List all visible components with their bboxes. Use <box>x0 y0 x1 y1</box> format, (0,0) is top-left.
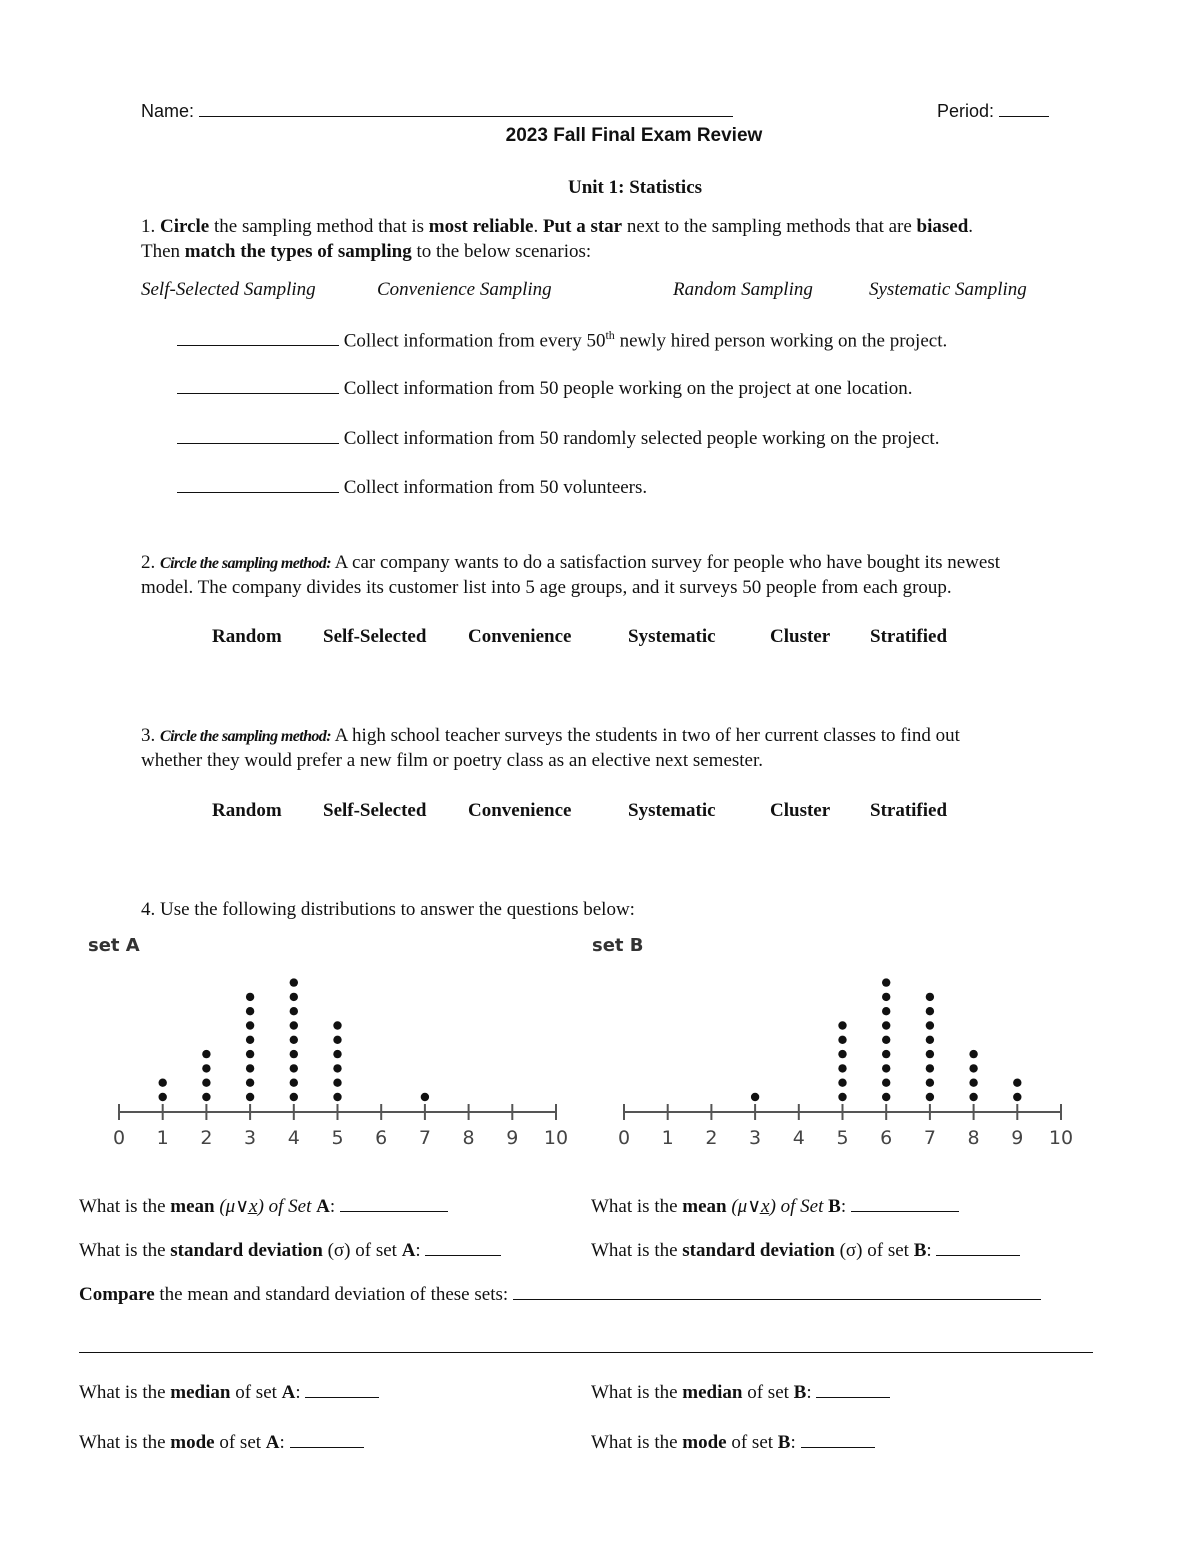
set-a-tick-label-8: 8 <box>462 1127 475 1149</box>
q2-text1: A car company wants to do a satisfaction survey for people who have bought its newest <box>330 552 1000 573</box>
mode-b-set: B <box>777 1432 791 1453</box>
q1-text1: the sampling method that is <box>209 216 429 237</box>
mode-b-question <box>591 1431 875 1454</box>
q3-line2: whether they would prefer a new film or poetry class as an elective next semester. <box>141 750 764 771</box>
scenario-3-text: Collect information from 50 randomly selected people working on the project. <box>343 428 940 449</box>
set-b-dot-x5-5 <box>838 1036 846 1044</box>
set-b-tick-label-10: 10 <box>1048 1127 1074 1149</box>
mode-a-set: A <box>265 1432 280 1453</box>
name-blank[interactable] <box>199 102 733 117</box>
compare-blank-1[interactable] <box>513 1283 1041 1300</box>
scenario-1-sup: th <box>605 328 615 342</box>
mode-b-of: of set <box>726 1432 778 1453</box>
name-field <box>141 101 733 122</box>
sd-a-pre: What is the <box>79 1240 171 1261</box>
mode-a-word: mode <box>170 1432 215 1453</box>
q3-line1 <box>141 725 960 747</box>
q3-choice-convenience[interactable]: Convenience <box>468 800 572 821</box>
set-a-tick-label-0: 0 <box>112 1127 126 1149</box>
median-b-colon: : <box>806 1382 812 1403</box>
compare-blank-2[interactable] <box>79 1352 1093 1353</box>
set-b-dot-x7-4 <box>926 1050 934 1058</box>
set-b-dot-x6-4 <box>882 1050 890 1058</box>
median-a-blank[interactable] <box>305 1381 379 1398</box>
sd-b-colon: : <box>926 1240 932 1261</box>
set-b-dot-x6-7 <box>882 1007 890 1015</box>
set-b-dot-x7-8 <box>926 993 934 1001</box>
scenario-1-text-end: newly hired person working on the project. <box>614 330 948 352</box>
set-a-dot-x2-4 <box>202 1050 210 1058</box>
set-b-tick-label-6: 6 <box>880 1127 893 1149</box>
q1-most-reliable: most reliable <box>428 216 534 237</box>
set-a-dot-x1-2 <box>159 1079 167 1087</box>
set-b-dot-x8-2 <box>969 1079 977 1087</box>
set-b-tick-label-0: 0 <box>617 1127 631 1149</box>
mode-a-of: of set <box>214 1432 266 1453</box>
set-a-tick-label-2: 2 <box>200 1127 213 1149</box>
q3-choice-systematic[interactable]: Systematic <box>628 800 716 821</box>
median-b-set: B <box>793 1382 807 1403</box>
sd-b-pre: What is the <box>591 1240 683 1261</box>
set-b-dot-x6-2 <box>882 1079 890 1087</box>
set-a-dot-x2-1 <box>202 1093 210 1101</box>
scenario-2 <box>177 377 913 400</box>
compare-word: Compare <box>79 1284 155 1305</box>
mean-a-word: mean <box>170 1196 215 1217</box>
method-convenience: Convenience Sampling <box>377 279 552 300</box>
scenario-4-text: Collect information from 50 volunteers. <box>343 477 648 498</box>
mode-b-word: mode <box>682 1432 727 1453</box>
q2-choice-stratified[interactable]: Stratified <box>870 626 948 647</box>
median-b-blank[interactable] <box>816 1381 890 1398</box>
median-b-question <box>591 1381 890 1404</box>
set-b-dot-x6-1 <box>882 1093 890 1101</box>
set-a-dot-x4-7 <box>290 1007 298 1015</box>
mode-b-blank[interactable] <box>801 1431 875 1448</box>
q1-then: Then <box>141 241 185 262</box>
set-a-dot-x3-1 <box>246 1093 254 1101</box>
mode-a-colon: : <box>279 1432 285 1453</box>
set-b-dot-x5-4 <box>838 1050 846 1058</box>
sd-b-question <box>591 1239 1020 1262</box>
q2-choice-self-selected[interactable]: Self-Selected <box>323 626 427 647</box>
set-a-dot-x4-5 <box>290 1036 298 1044</box>
set-a-dot-x5-5 <box>333 1036 341 1044</box>
mean-b-set: B <box>828 1196 841 1217</box>
scenario-2-text: Collect information from 50 people working on the project at one location. <box>343 378 913 399</box>
sd-a-sym: (σ) of set <box>322 1240 402 1261</box>
method-random: Random Sampling <box>673 279 813 300</box>
mean-a-sym: (μ∨x̲) of Set <box>214 1196 317 1217</box>
median-a-word: median <box>170 1382 231 1403</box>
q1-put-star: Put a star <box>542 216 623 237</box>
median-a-pre: What is the <box>79 1382 171 1403</box>
set-b-dot-x6-8 <box>882 993 890 1001</box>
set-b-dot-x7-3 <box>926 1064 934 1072</box>
set-a-dot-x5-6 <box>333 1021 341 1029</box>
sd-a-blank[interactable] <box>425 1239 501 1256</box>
set-b-dot-x6-3 <box>882 1064 890 1072</box>
set-a-dot-x5-4 <box>333 1050 341 1058</box>
mode-b-pre: What is the <box>591 1432 683 1453</box>
q3-number: 3. <box>141 725 160 746</box>
q1-line2 <box>141 241 591 263</box>
median-a-colon: : <box>295 1382 301 1403</box>
set-a-dot-x4-2 <box>290 1079 298 1087</box>
mean-a-pre: What is the <box>79 1196 171 1217</box>
q3-choice-random[interactable]: Random <box>212 800 282 821</box>
set-b-dot-x6-9 <box>882 978 890 986</box>
set-b-dot-x5-6 <box>838 1021 846 1029</box>
sd-b-blank[interactable] <box>936 1239 1020 1256</box>
q3-choice-cluster[interactable]: Cluster <box>770 800 831 821</box>
mean-b-sym: (μ∨x̲) of Set <box>726 1196 829 1217</box>
set-a-tick-label-3: 3 <box>244 1127 257 1149</box>
scenario-3-blank[interactable] <box>177 427 339 444</box>
q2-number: 2. <box>141 552 160 573</box>
set-a-dot-x4-9 <box>290 978 298 986</box>
period-label: Period: <box>937 101 995 121</box>
period-blank[interactable] <box>999 102 1049 117</box>
median-b-pre: What is the <box>591 1382 683 1403</box>
page-title: 2023 Fall Final Exam Review <box>505 125 763 146</box>
median-b-of: of set <box>742 1382 794 1403</box>
compare-question <box>79 1283 1041 1306</box>
median-a-of: of set <box>230 1382 282 1403</box>
q1-biased: biased <box>916 216 969 237</box>
set-b-dot-x7-7 <box>926 1007 934 1015</box>
set-b-tick-label-9: 9 <box>1011 1127 1024 1149</box>
set-b-dot-x3-1 <box>751 1093 759 1101</box>
set-b-tick-label-1: 1 <box>661 1127 674 1149</box>
set-b-tick-label-8: 8 <box>967 1127 980 1149</box>
q3-choice-stratified[interactable]: Stratified <box>870 800 948 821</box>
set-a-dot-x5-3 <box>333 1064 341 1072</box>
set-a-dot-x1-1 <box>159 1093 167 1101</box>
q2-prompt: Circle the sampling method: <box>160 555 331 572</box>
compare-text: the mean and standard deviation of these sets: <box>154 1284 509 1305</box>
set-b-dot-x9-1 <box>1013 1093 1021 1101</box>
set-a-dot-x3-4 <box>246 1050 254 1058</box>
mean-b-word: mean <box>682 1196 727 1217</box>
set-b-tick-label-3: 3 <box>749 1127 762 1149</box>
set-a-tick-label-9: 9 <box>506 1127 519 1149</box>
q1-text4: . <box>968 216 974 237</box>
set-a-dot-x4-6 <box>290 1021 298 1029</box>
method-systematic: Systematic Sampling <box>869 279 1027 300</box>
dot-plot-set-b <box>605 970 1085 1160</box>
mean-a-colon: : <box>329 1196 336 1217</box>
sd-a-question <box>79 1239 501 1262</box>
set-b-dot-x6-5 <box>882 1036 890 1044</box>
q3-prompt: Circle the sampling method: <box>160 728 331 745</box>
scenario-2-blank[interactable] <box>177 377 339 394</box>
median-a-question <box>79 1381 379 1404</box>
set-a-dot-x3-6 <box>246 1021 254 1029</box>
mean-b-blank[interactable] <box>851 1195 959 1212</box>
set-a-dot-x7-1 <box>421 1093 429 1101</box>
mode-a-blank[interactable] <box>290 1431 364 1448</box>
scenario-3 <box>177 427 939 450</box>
set-b-tick-label-7: 7 <box>923 1127 936 1149</box>
sd-b-sym: (σ) of set <box>834 1240 914 1261</box>
set-a-dot-x3-7 <box>246 1007 254 1015</box>
set-a-dot-x4-8 <box>290 993 298 1001</box>
set-a-tick-label-7: 7 <box>418 1127 431 1149</box>
set-a-dot-x2-3 <box>202 1064 210 1072</box>
set-a-dot-x3-2 <box>246 1079 254 1087</box>
scenario-1-blank[interactable] <box>177 329 339 346</box>
set-a-label: set A <box>88 935 140 956</box>
set-b-dot-x9-2 <box>1013 1079 1021 1087</box>
set-a-dot-x3-8 <box>246 993 254 1001</box>
mean-b-question <box>591 1195 959 1218</box>
q1-line1 <box>141 216 973 238</box>
median-b-word: median <box>682 1382 743 1403</box>
set-b-dot-x5-2 <box>838 1079 846 1087</box>
set-b-dot-x7-5 <box>926 1036 934 1044</box>
q2-choice-cluster[interactable]: Cluster <box>770 626 831 647</box>
q1-number: 1. <box>141 216 156 237</box>
q1-match: match the types of sampling <box>184 241 412 262</box>
set-a-tick-label-5: 5 <box>331 1127 344 1149</box>
set-a-dot-x4-3 <box>290 1064 298 1072</box>
sd-b-word: standard deviation <box>682 1240 835 1261</box>
name-label: Name: <box>141 101 195 121</box>
set-b-tick-label-4: 4 <box>792 1127 805 1149</box>
set-b-dot-x8-4 <box>969 1050 977 1058</box>
q1-text3: next to the sampling methods that are <box>622 216 917 237</box>
set-b-label: set B <box>592 935 644 956</box>
set-a-tick-label-10: 10 <box>543 1127 569 1149</box>
dot-plot-set-a <box>100 970 580 1160</box>
set-b-dot-x7-2 <box>926 1079 934 1087</box>
mean-a-set: A <box>316 1196 330 1217</box>
q2-line2: model. The company divides its customer list into 5 age groups, and it surveys 50 people from each group. <box>141 577 952 598</box>
set-b-tick-label-5: 5 <box>836 1127 849 1149</box>
q2-line1 <box>141 552 1000 574</box>
mode-a-pre: What is the <box>79 1432 171 1453</box>
q1-text2: . <box>533 216 543 237</box>
q2-choice-systematic[interactable]: Systematic <box>628 626 716 647</box>
set-a-dot-x4-4 <box>290 1050 298 1058</box>
q4-intro: 4. Use the following distributions to answer the questions below: <box>141 899 635 920</box>
set-b-dot-x8-3 <box>969 1064 977 1072</box>
q3-choice-self-selected[interactable]: Self-Selected <box>323 800 427 821</box>
set-a-dot-x5-1 <box>333 1093 341 1101</box>
mean-b-pre: What is the <box>591 1196 683 1217</box>
sd-a-colon: : <box>415 1240 421 1261</box>
mean-b-colon: : <box>840 1196 847 1217</box>
set-a-dot-x3-5 <box>246 1036 254 1044</box>
set-a-dot-x2-2 <box>202 1079 210 1087</box>
mode-b-colon: : <box>790 1432 796 1453</box>
scenario-4 <box>177 476 647 499</box>
sd-b-set: B <box>913 1240 927 1261</box>
set-b-dot-x6-6 <box>882 1021 890 1029</box>
set-a-tick-label-4: 4 <box>287 1127 300 1149</box>
scenario-4-blank[interactable] <box>177 476 339 493</box>
set-b-dot-x8-1 <box>969 1093 977 1101</box>
q1-circle: Circle <box>160 216 210 237</box>
q2-choice-convenience[interactable]: Convenience <box>468 626 572 647</box>
mean-a-blank[interactable] <box>340 1195 448 1212</box>
q3-text1: A high school teacher surveys the students in two of her current classes to find out <box>330 725 960 746</box>
set-b-dot-x7-1 <box>926 1093 934 1101</box>
method-self-selected: Self-Selected Sampling <box>141 279 316 300</box>
period-field <box>937 101 1049 122</box>
set-a-dot-x5-2 <box>333 1079 341 1087</box>
scenario-1 <box>177 328 947 352</box>
q2-choice-random[interactable]: Random <box>212 626 282 647</box>
unit-heading: Unit 1: Statistics <box>567 177 703 198</box>
q1-text5: to the below scenarios: <box>411 241 592 262</box>
set-b-dot-x5-3 <box>838 1064 846 1072</box>
set-b-dot-x5-1 <box>838 1093 846 1101</box>
set-b-dot-x7-6 <box>926 1021 934 1029</box>
mode-a-question <box>79 1431 364 1454</box>
sd-a-set: A <box>401 1240 416 1261</box>
scenario-1-text: Collect information from every 50 <box>343 330 606 352</box>
mean-a-question <box>79 1195 448 1218</box>
set-a-tick-label-6: 6 <box>375 1127 388 1149</box>
set-a-tick-label-1: 1 <box>156 1127 169 1149</box>
set-a-dot-x3-3 <box>246 1064 254 1072</box>
set-a-dot-x4-1 <box>290 1093 298 1101</box>
set-b-tick-label-2: 2 <box>705 1127 718 1149</box>
median-a-set: A <box>281 1382 296 1403</box>
sd-a-word: standard deviation <box>170 1240 323 1261</box>
